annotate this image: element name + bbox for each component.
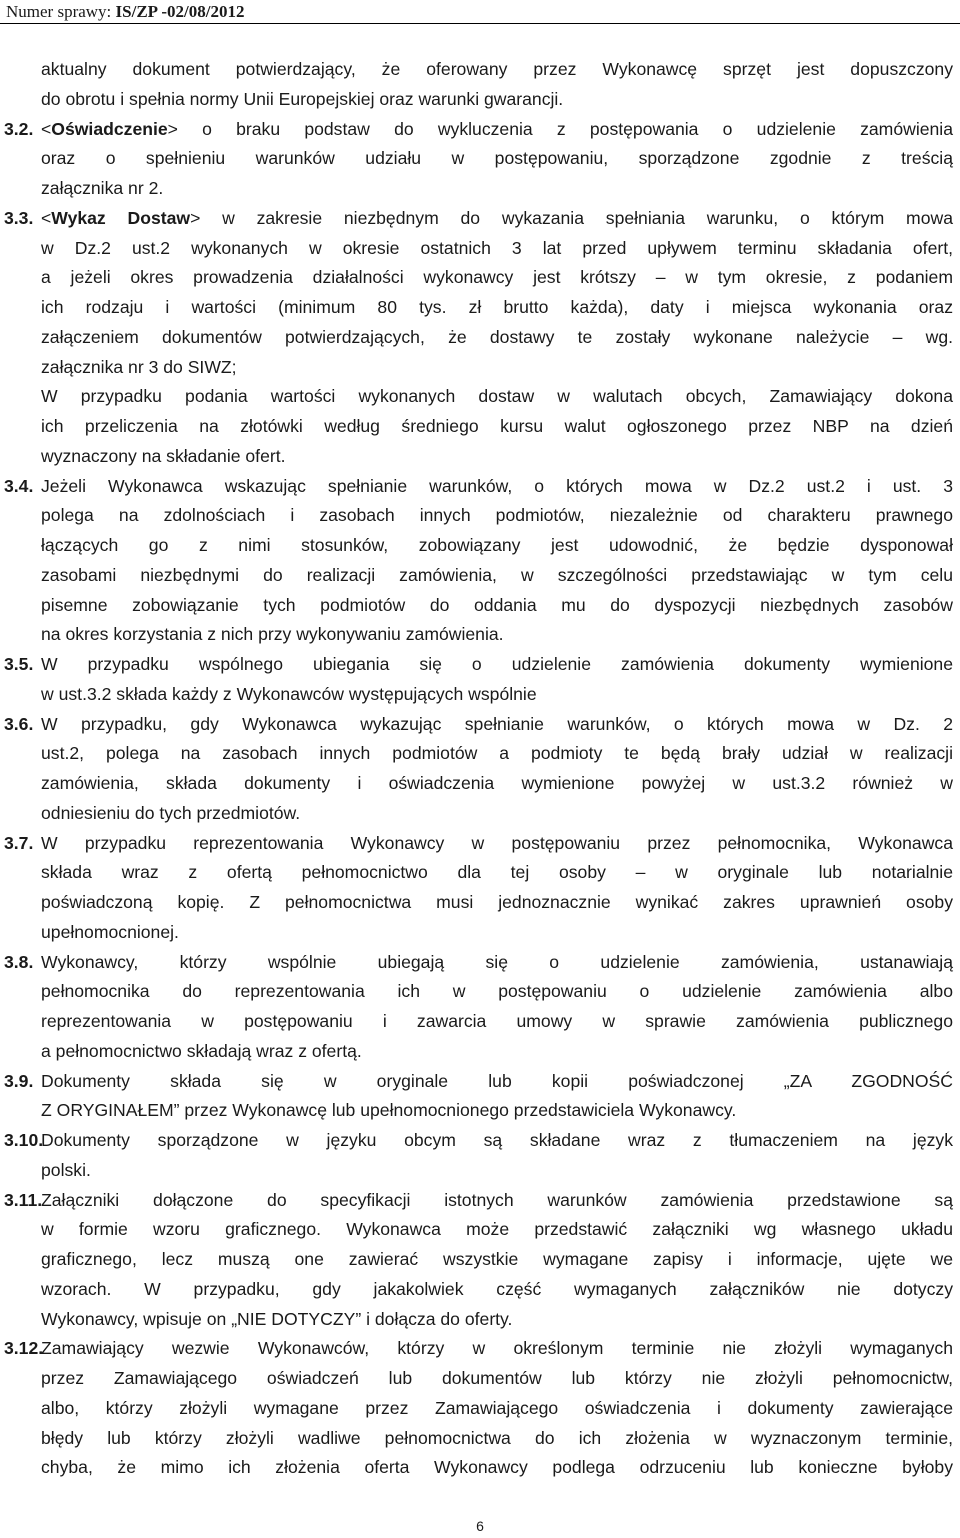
case-number [6,1,244,23]
text-line: ich rodzaju i wartości (minimum 80 tys. zł brutto każda), daty i miejsca wykonania oraz [41,297,953,317]
section-3-12 [0,1334,960,1483]
document-header [0,0,960,24]
section-number: 3.9. [4,1070,34,1091]
text-line: albo, którzy złożyli wymagane przez Zamawiającego oświadczenia i dokumenty zawierające [41,1397,953,1418]
section-number: 3.10. [4,1130,44,1150]
case-number-label: Numer sprawy: [6,2,116,21]
text-line: polega na zdolnościach i zasobach innych podmiotów, niezależnie od charakteru prawnego [41,505,953,526]
section-3-8 [0,948,960,1067]
text-line: chyba, że mimo ich złożenia oferta Wykonawcy podlega odrzuceniu lub konieczne byłoby [41,1457,953,1478]
text-line: odniesieniu do tych przedmiotów. [41,802,301,823]
text-line: do obrotu i spełnia normy Unii Europejskiej oraz warunki gwarancji. [41,88,564,109]
text-line: Z ORYGINAŁEM” przez Wykonawcę lub upełnomocnionego przedstawiciela Wykonawcy. [41,1100,737,1121]
section-3-7 [0,829,960,948]
text-line: pełnomocnika do reprezentowania ich w postępowaniu o udzielenie zamówienia albo [41,981,953,1002]
text-line: wzorach. W przypadku, gdy jakakolwiek część wymaganych załączników nie dotyczy [41,1278,953,1299]
section-3-9 [0,1067,960,1127]
section-3-6 [0,710,960,829]
text-line: przez Zamawiającego oświadczeń lub dokumentów lub którzy nie złożyli pełnomocnictw, [41,1368,953,1388]
bold-term: Wykaz Dostaw [51,207,191,228]
text-line: Jeżeli Wykonawca wskazując spełnianie warunków, o których mowa w Dz.2 ust.2 i ust. 3 [41,475,953,496]
section-number: 3.6. [4,713,34,734]
text-line: zamówienia, składa dokumenty i oświadczenia wymienione powyżej w ust.3.2 również w [41,773,953,793]
text-line: załącznika nr 2. [41,178,164,198]
section-number: 3.8. [4,951,34,972]
section-3-4 [0,472,960,651]
page-number: 6 [476,1518,484,1534]
section-number: 3.12. [4,1338,44,1359]
text-line: Zamawiający wezwie Wykonawców, którzy w określonym terminie nie złożyli wymaganych [41,1338,953,1359]
section-3-11 [0,1186,960,1335]
text-fragment: > w zakresie niezbędnym do wykazania spełniania warunku, o którym mowa [190,207,953,228]
section-number: 3.2. [4,118,34,139]
text-line: w formie wzoru graficznego. Wykonawca może przedstawić załączniki wg własnego układu [41,1219,953,1240]
text-fragment: < [41,207,52,228]
bold-term: Oświadczenie [51,118,168,139]
section-3-3 [0,204,960,472]
section-3-10 [0,1126,960,1186]
text-line: zasobami niezbędnymi do realizacji zamówienia, w szczególności przedstawiając w tym celu [41,564,953,585]
text-line: oraz o spełnieniu warunków udziału w postępowaniu, sporządzone zgodnie z treścią [41,148,953,169]
text-fragment: < [41,118,52,139]
section-number: 3.3. [4,207,34,228]
text-line: aktualny dokument potwierdzający, że oferowany przez Wykonawcę sprzęt jest dopuszczony [41,59,953,79]
text-line: W przypadku wspólnego ubiegania się o udzielenie zamówienia dokumenty wymienione [41,654,953,674]
text-line: Dokumenty składa się w oryginale lub kopii poświadczonej „ZA ZGODNOŚĆ [41,1070,953,1091]
text-line: Dokumenty sporządzone w języku obcym są składane wraz z tłumaczeniem na język [41,1130,953,1150]
section-3-5 [0,650,960,710]
text-line: reprezentowania w postępowaniu i zawarcia umowy w sprawie zamówienia publicznego [41,1011,953,1031]
text-line: Załączniki dołączone do specyfikacji istotnych warunków zamówienia przedstawione są [41,1189,953,1210]
intro-paragraph [0,55,960,115]
document-body [0,55,960,1483]
text-line: W przypadku podania wartości wykonanych dostaw w walutach obcych, Zamawiający dokona [41,386,953,407]
text-line: Wykonawcy, którzy wspólnie ubiegają się o udzielenie zamówienia, ustanawiają [41,951,953,972]
text-line [41,204,953,234]
text-line: graficznego, lecz muszą one zawierać wszystkie wymagane zapisy i informacje, ujęte we [41,1249,953,1269]
text-line: składa wraz z ofertą pełnomocnictwo dla tej osoby – w oryginale lub notarialnie [41,862,953,883]
text-line: W przypadku, gdy Wykonawca wykazując spełnianie warunków, o których mowa w Dz. 2 [41,713,953,734]
text-fragment: > o braku podstaw do wykluczenia z postępowania o udzielenie zamówienia [167,118,953,139]
text-line: a pełnomocnictwo składają wraz z ofertą. [41,1040,362,1061]
text-line: w ust.3.2 składa każdy z Wykonawców występujących wspólnie [41,683,537,704]
section-number: 3.4. [4,475,34,496]
text-line: polski. [41,1159,91,1180]
text-line: ust.2, polega na zasobach innych podmiotów a podmioty te będą brały udział w realizacji [41,743,953,764]
text-line: błędy lub którzy złożyli wadliwe pełnomocnictwa do ich złożenia w wyznaczonym terminie, [41,1427,953,1448]
text-line: na okres korzystania z nich przy wykonywaniu zamówienia. [41,624,504,645]
text-line: załączeniem dokumentów potwierdzających, że dostawy te zostały wykonane należycie – wg. [41,326,953,347]
text-line: łączących go z nimi stosunków, zobowiązany jest udowodnić, że będzie dysponował [41,535,953,555]
section-number: 3.7. [4,832,34,853]
section-3-2 [0,115,960,204]
case-number-value: IS/ZP -02/08/2012 [115,2,245,21]
text-line: upełnomocnionej. [41,921,179,942]
text-line: załącznika nr 3 do SIWZ; [41,356,237,377]
text-line: W przypadku reprezentowania Wykonawcy w postępowaniu przez pełnomocnika, Wykonawca [41,832,953,853]
text-line: pisemne zobowiązanie tych podmiotów do oddania mu do dyspozycji niezbędnych zasobów [41,594,953,615]
text-line: wyznaczony na składanie ofert. [41,445,286,466]
text-line: poświadczoną kopię. Z pełnomocnictwa musi jednoznacznie wynikać zakres uprawnień osoby [41,892,953,912]
text-line: w Dz.2 ust.2 wykonanych w okresie ostatnich 3 lat przed upływem terminu składania ofert, [41,237,953,258]
section-number: 3.11. [4,1189,43,1210]
text-line: Wykonawcy, wpisuje on „NIE DOTYCZY” i dołącza do oferty. [41,1308,513,1329]
section-number: 3.5. [4,654,34,674]
text-line: a jeżeli okres prowadzenia działalności wykonawcy jest krótszy – w tym okresie, z podaniem [41,267,953,288]
text-line: ich przeliczenia na złotówki według średniego kursu walut ogłoszonego przez NBP na dzień [41,416,953,436]
text-line [41,115,953,145]
